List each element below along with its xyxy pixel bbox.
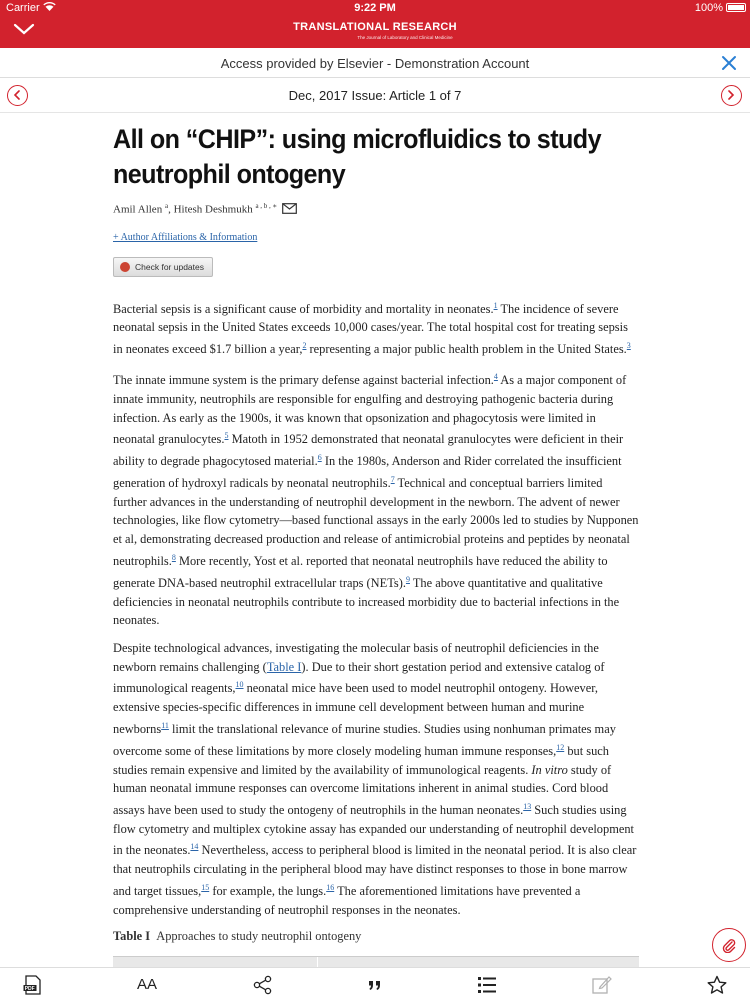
reference-link[interactable]: 16: [326, 882, 335, 892]
reference-link[interactable]: 15: [201, 882, 210, 892]
reference-link[interactable]: 8: [171, 552, 176, 562]
bottom-toolbar: [0, 967, 750, 1000]
author-affiliation-mark: a: [164, 202, 169, 210]
svg-text:PDF: PDF: [24, 986, 35, 992]
author-name[interactable]: Amil Allen: [113, 203, 163, 216]
access-banner: [0, 48, 750, 78]
reference-link[interactable]: 1: [493, 300, 498, 310]
issue-label: Dec, 2017 Issue: Article 1 of 7: [288, 88, 462, 103]
author-affiliation-mark: a , b , ∗: [255, 202, 278, 210]
table-of-contents-icon[interactable]: [476, 975, 498, 995]
reference-link[interactable]: 9: [405, 574, 410, 584]
reference-link[interactable]: 13: [523, 801, 532, 811]
close-icon[interactable]: [720, 54, 738, 72]
reference-link[interactable]: 4: [493, 372, 498, 382]
font-size-button[interactable]: AA: [137, 976, 158, 993]
pdf-icon[interactable]: [22, 975, 44, 995]
attachments-button[interactable]: [712, 928, 746, 962]
reference-link[interactable]: 2: [302, 341, 307, 351]
access-text: Access provided by Elsevier - Demonstration Account: [220, 56, 530, 71]
issue-navigation: [0, 79, 750, 113]
table-caption-text: Approaches to study neutrophil ontogeny: [156, 928, 362, 943]
article-title: All on “CHIP”: using microfluidics to study neutrophil ontogeny: [113, 124, 602, 189]
table-caption: [113, 929, 639, 944]
share-icon[interactable]: [252, 975, 274, 995]
chevron-right-icon: [726, 90, 736, 100]
reference-link[interactable]: 7: [390, 474, 395, 484]
app-header: [0, 0, 750, 48]
article-body: [113, 297, 639, 920]
annotate-icon[interactable]: [591, 975, 613, 995]
star-icon[interactable]: [706, 975, 728, 995]
reference-link[interactable]: 14: [190, 842, 199, 852]
reference-link[interactable]: 11: [161, 720, 169, 730]
paragraph: The innate immune system is the primary defense against bacterial infection.$^4$ As a major component of innate immunity, neutrophils are responsible for engulfing and destroying pathogenic bacteria during infection. As early as the 1900s, it was known that opsonization and phagocytosis were limited in neonatal granulocytes.$^5$ Matoth in 1952 demonstrated that neonatal granulocytes were deficient in their ability to degrade phagocytosed material.$^6$ In the 1980s, Anderson and Rider correlated the insufficient generation of hydroxyl radicals by neonatal neutrophils.$^7$ Technical and conceptual barriers limited further advances in the understanding of neutrophil development in the newborn. The advent of newer technologies, like flow cytometry—based functional assays in the early 2000s led to studies by Nupponen et al, demonstrating decreased production and release of antimicrobial proteins and peptides by neonatal neutrophils.$^8$ More recently, Yost et al. reported that neonatal neutrophils have reduced the ability to generate DNA-based neutrophil extracellular traps (NETs).$^9$ The above quantitative and qualitative deficiencies in neonatal neutrophils contribute to increased morbidity due to bacterial infections in the neonates.: [113, 372, 639, 628]
crossmark-icon: [120, 262, 130, 272]
reference-link[interactable]: 12: [556, 742, 565, 752]
table-link[interactable]: Table I: [266, 659, 302, 674]
paragraph: Despite technological advances, investigating the molecular basis of neutrophil deficiencies in the newborn remains challenging (Table I). Due to their short gestation period and extensive catalog of immunological reagents,$^{10}$ neonatal mice have been used to model neutrophil ontogeny. However, extensive species-specific differences in immune cell development between human and murine newborns$^{11}$ limit the translational relevance of murine studies. Studies using nonhuman primates may overcome some of these limitations by more closely modeling human immune responses,$^{12}$ but such studies remain expensive and limited by the availability of immunological reagents. In vitro study of human neonatal immune responses can overcome limitations inherent in animal studies. Cord blood assays have been used to study the ontogeny of neutrophils in the human neonates.$^{13}$ Such studies using flow cytometry and multiplex cytokine assay has expanded our understanding of neutrophil development in the neonates.$^{14}$ Nevertheless, access to peripheral blood is limited in the neonatal period. It is also clear that neutrophils circulating in the peripheral blood may have distinct responses to those in bone marrow and target tissues,$^{15}$ for example, the lungs.$^{16}$ The aforementioned limitations have prevented a comprehensive understanding of neutrophil responses in the neonates.: [113, 640, 637, 917]
journal-logo-subtitle: The Journal of Laboratory and Clinical Medicine: [357, 35, 453, 40]
next-article-button[interactable]: [721, 85, 742, 106]
reference-link[interactable]: 6: [317, 453, 322, 463]
paragraph: Bacterial sepsis is a significant cause of morbidity and mortality in neonates.$^1$ The incidence of severe neonatal sepsis in the United States exceeds 10,000 cases/year. The total hospital cost for treating sepsis in neonates exceed $1.7 billion a year,$^2$ representing a major public health problem in the United States.$^3$: [113, 300, 631, 357]
table-label: Table I: [113, 928, 151, 943]
status-bar: [0, 0, 750, 16]
article: [113, 120, 639, 990]
mail-icon[interactable]: [282, 203, 297, 214]
battery-percent: 100%: [694, 2, 723, 14]
check-for-updates-label: Check for updates: [135, 261, 204, 272]
clock: 9:22 PM: [354, 2, 396, 14]
check-for-updates-button[interactable]: [113, 257, 213, 277]
paperclip-icon: [721, 937, 737, 953]
author-list: Amil Allen $^a$, Hitesh Deshmukh $^{a , b , ∗}$: [113, 202, 639, 216]
author-affiliations-link[interactable]: + Author Affiliations & Information: [113, 231, 258, 243]
reference-link[interactable]: 10: [235, 680, 244, 690]
journal-logo-title: TRANSLATIONAL RESEARCH: [293, 21, 457, 33]
battery-icon: [726, 3, 746, 12]
cite-quote-icon[interactable]: [364, 975, 386, 995]
author-name[interactable]: Hitesh Deshmukh: [173, 203, 253, 216]
carrier-label: Carrier: [6, 2, 40, 14]
reference-link[interactable]: 3: [626, 341, 631, 351]
reference-link[interactable]: 5: [224, 431, 229, 441]
